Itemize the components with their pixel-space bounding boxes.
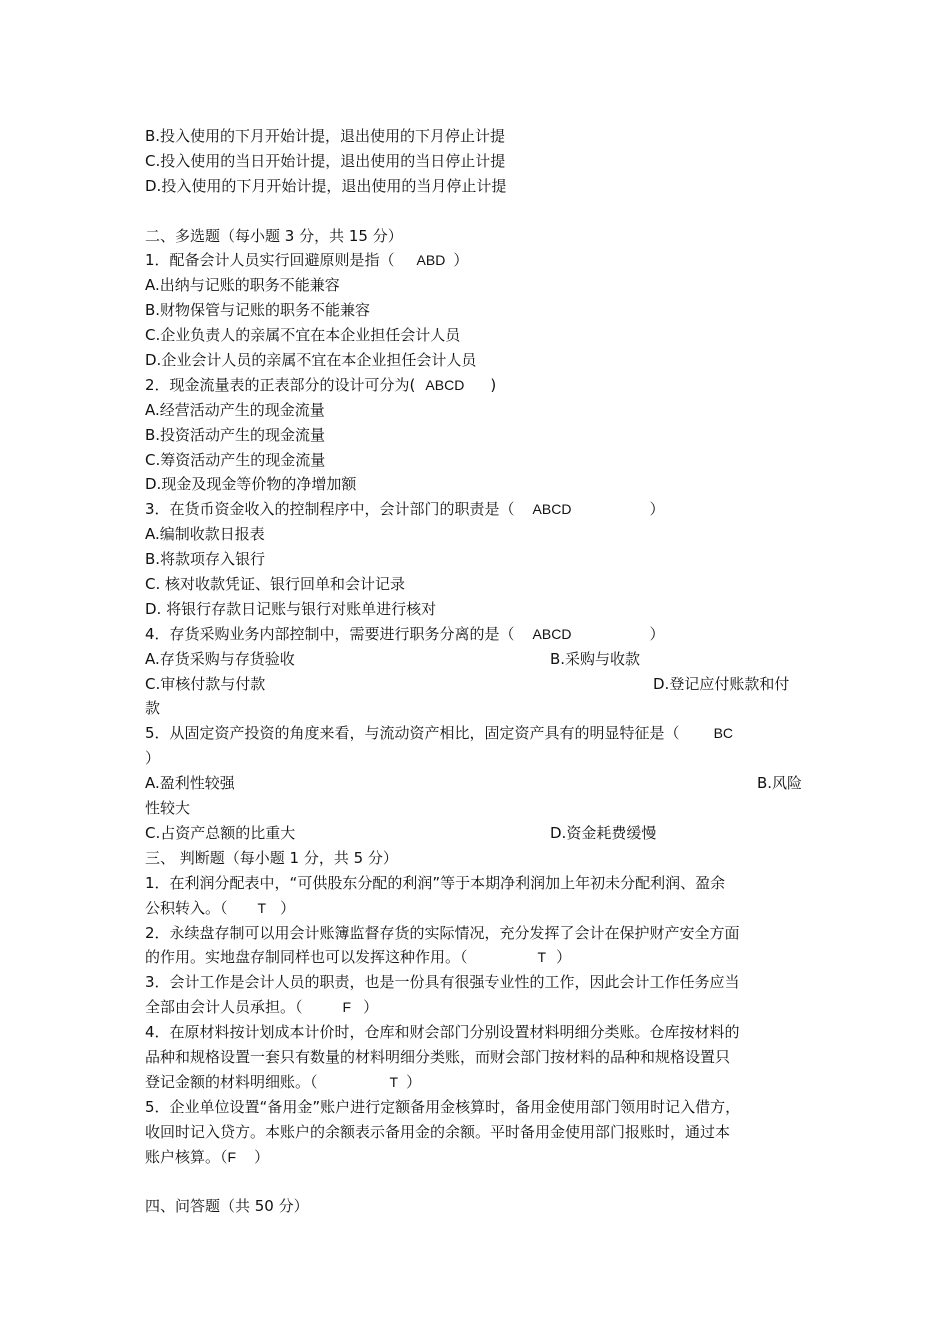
option-d-prev: D.投入使用的下月开始计提，退出使用的当月停止计提: [145, 176, 507, 195]
question-close: ）: [145, 749, 161, 768]
answer-text: T: [257, 899, 267, 916]
option-b: B.财物保管与记账的职务不能兼容: [145, 301, 371, 320]
judge-line: 的作用。实地盘存制同样也可以发挥这种作用。（ T ）: [145, 948, 572, 967]
option-row: [145, 771, 810, 796]
option-a: A.出纳与记账的职务不能兼容: [145, 276, 340, 295]
option-row: [145, 647, 810, 672]
option-a: A.编制收款日报表: [145, 525, 265, 544]
option-d: D.登记应付账款和付: [653, 674, 790, 693]
answer-text: F: [227, 1148, 237, 1165]
judge-line: 品种和规格设置一套只有数量的材料明细分类账，而财会部门按材料的品种和规格设置只: [145, 1047, 731, 1066]
answer-text: ABCD: [532, 625, 572, 642]
answer-text: BC: [713, 725, 734, 742]
option-d: D.企业会计人员的亲属不宜在本企业担任会计人员: [145, 351, 477, 370]
option-a: A.盈利性较强: [145, 774, 235, 793]
option-row: [145, 821, 810, 846]
judge-line: 账户核算。（F ）: [145, 1147, 270, 1166]
option-c: C. 核对收款凭证、银行回单和会计记录: [145, 575, 406, 594]
judge-line: 登记金额的材料明细账。（ T ）: [145, 1072, 422, 1091]
answer-text: T: [389, 1073, 399, 1090]
question-stem: 1．配备会计人员实行回避原则是指（ ABD ）: [145, 251, 469, 270]
option-b: B.采购与收款: [550, 649, 641, 668]
option-b: B.投资活动产生的现金流量: [145, 425, 326, 444]
option-d: D. 将银行存款日记账与银行对账单进行核对: [145, 599, 437, 618]
judge-line: 2．永续盘存制可以用会计账簿监督存货的实际情况，充分发挥了会计在保护财产安全方面: [145, 923, 740, 942]
question-stem: 5．从固定资产投资的角度来看，与流动资产相比，固定资产具有的明显特征是（ BC: [145, 724, 734, 743]
option-c: C.筹资活动产生的现金流量: [145, 450, 326, 469]
document-page: [145, 124, 810, 1219]
question-stem: 4．存货采购业务内部控制中，需要进行职务分离的是（ ABCD ）: [145, 624, 665, 643]
option-c: C.占资产总额的比重大: [145, 823, 296, 842]
answer-text: ABD: [416, 252, 446, 269]
option-b: B.将款项存入银行: [145, 550, 266, 569]
section-heading-multi: 二、多选题（每小题 3 分，共 15 分）: [145, 226, 403, 245]
answer-text: ABCD: [532, 501, 572, 518]
judge-line: 4．在原材料按计划成本计价时，仓库和财会部门分别设置材料明细分类账。仓库按材料的: [145, 1023, 740, 1042]
answer-text: F: [342, 999, 352, 1016]
answer-text: ABCD: [425, 376, 465, 393]
option-c: C.企业负责人的亲属不宜在本企业担任会计人员: [145, 326, 461, 345]
question-stem: 3．在货币资金收入的控制程序中，会计部门的职责是（ ABCD ）: [145, 500, 665, 519]
question-stem: 2．现金流量表的正表部分的设计可分为( ABCD ): [145, 375, 497, 394]
option-row: [145, 672, 810, 697]
judge-line: 5．企业单位设置“备用金”账户进行定额备用金核算时，备用金使用部门领用时记入借方，: [145, 1097, 741, 1116]
judge-line: 全部由会计人员承担。（ F ）: [145, 998, 379, 1017]
option-a: A.经营活动产生的现金流量: [145, 400, 325, 419]
judge-line: 公积转入。（ T ）: [145, 898, 296, 917]
option-c: C.审核付款与付款: [145, 674, 266, 693]
answer-text: T: [537, 949, 547, 966]
option-d-continued: 款: [145, 699, 161, 718]
option-b-continued: 性较大: [145, 799, 191, 818]
option-c-prev: C.投入使用的当日开始计提，退出使用的当日停止计提: [145, 151, 506, 170]
judge-line: 收回时记入贷方。本账户的余额表示备用金的余额。平时备用金使用部门报账时，通过本: [145, 1122, 731, 1141]
option-d: D.现金及现金等价物的净增加额: [145, 475, 357, 494]
option-b-prev: B.投入使用的下月开始计提，退出使用的下月停止计提: [145, 127, 506, 145]
judge-line: 1．在利润分配表中，“可供股东分配的利润”等于本期净利润加上年初未分配利润、盈余: [145, 873, 726, 892]
option-d: D.资金耗费缓慢: [550, 823, 657, 842]
section-heading-judge: 三、 判断题（每小题 1 分，共 5 分）: [145, 848, 398, 867]
section-heading-essay: 四、问答题（共 50 分）: [145, 1197, 309, 1216]
option-b: B.风险: [757, 774, 803, 793]
option-a: A.存货采购与存货验收: [145, 649, 295, 668]
judge-line: 3．会计工作是会计人员的职责，也是一份具有很强专业性的工作，因此会计工作任务应当: [145, 973, 740, 992]
